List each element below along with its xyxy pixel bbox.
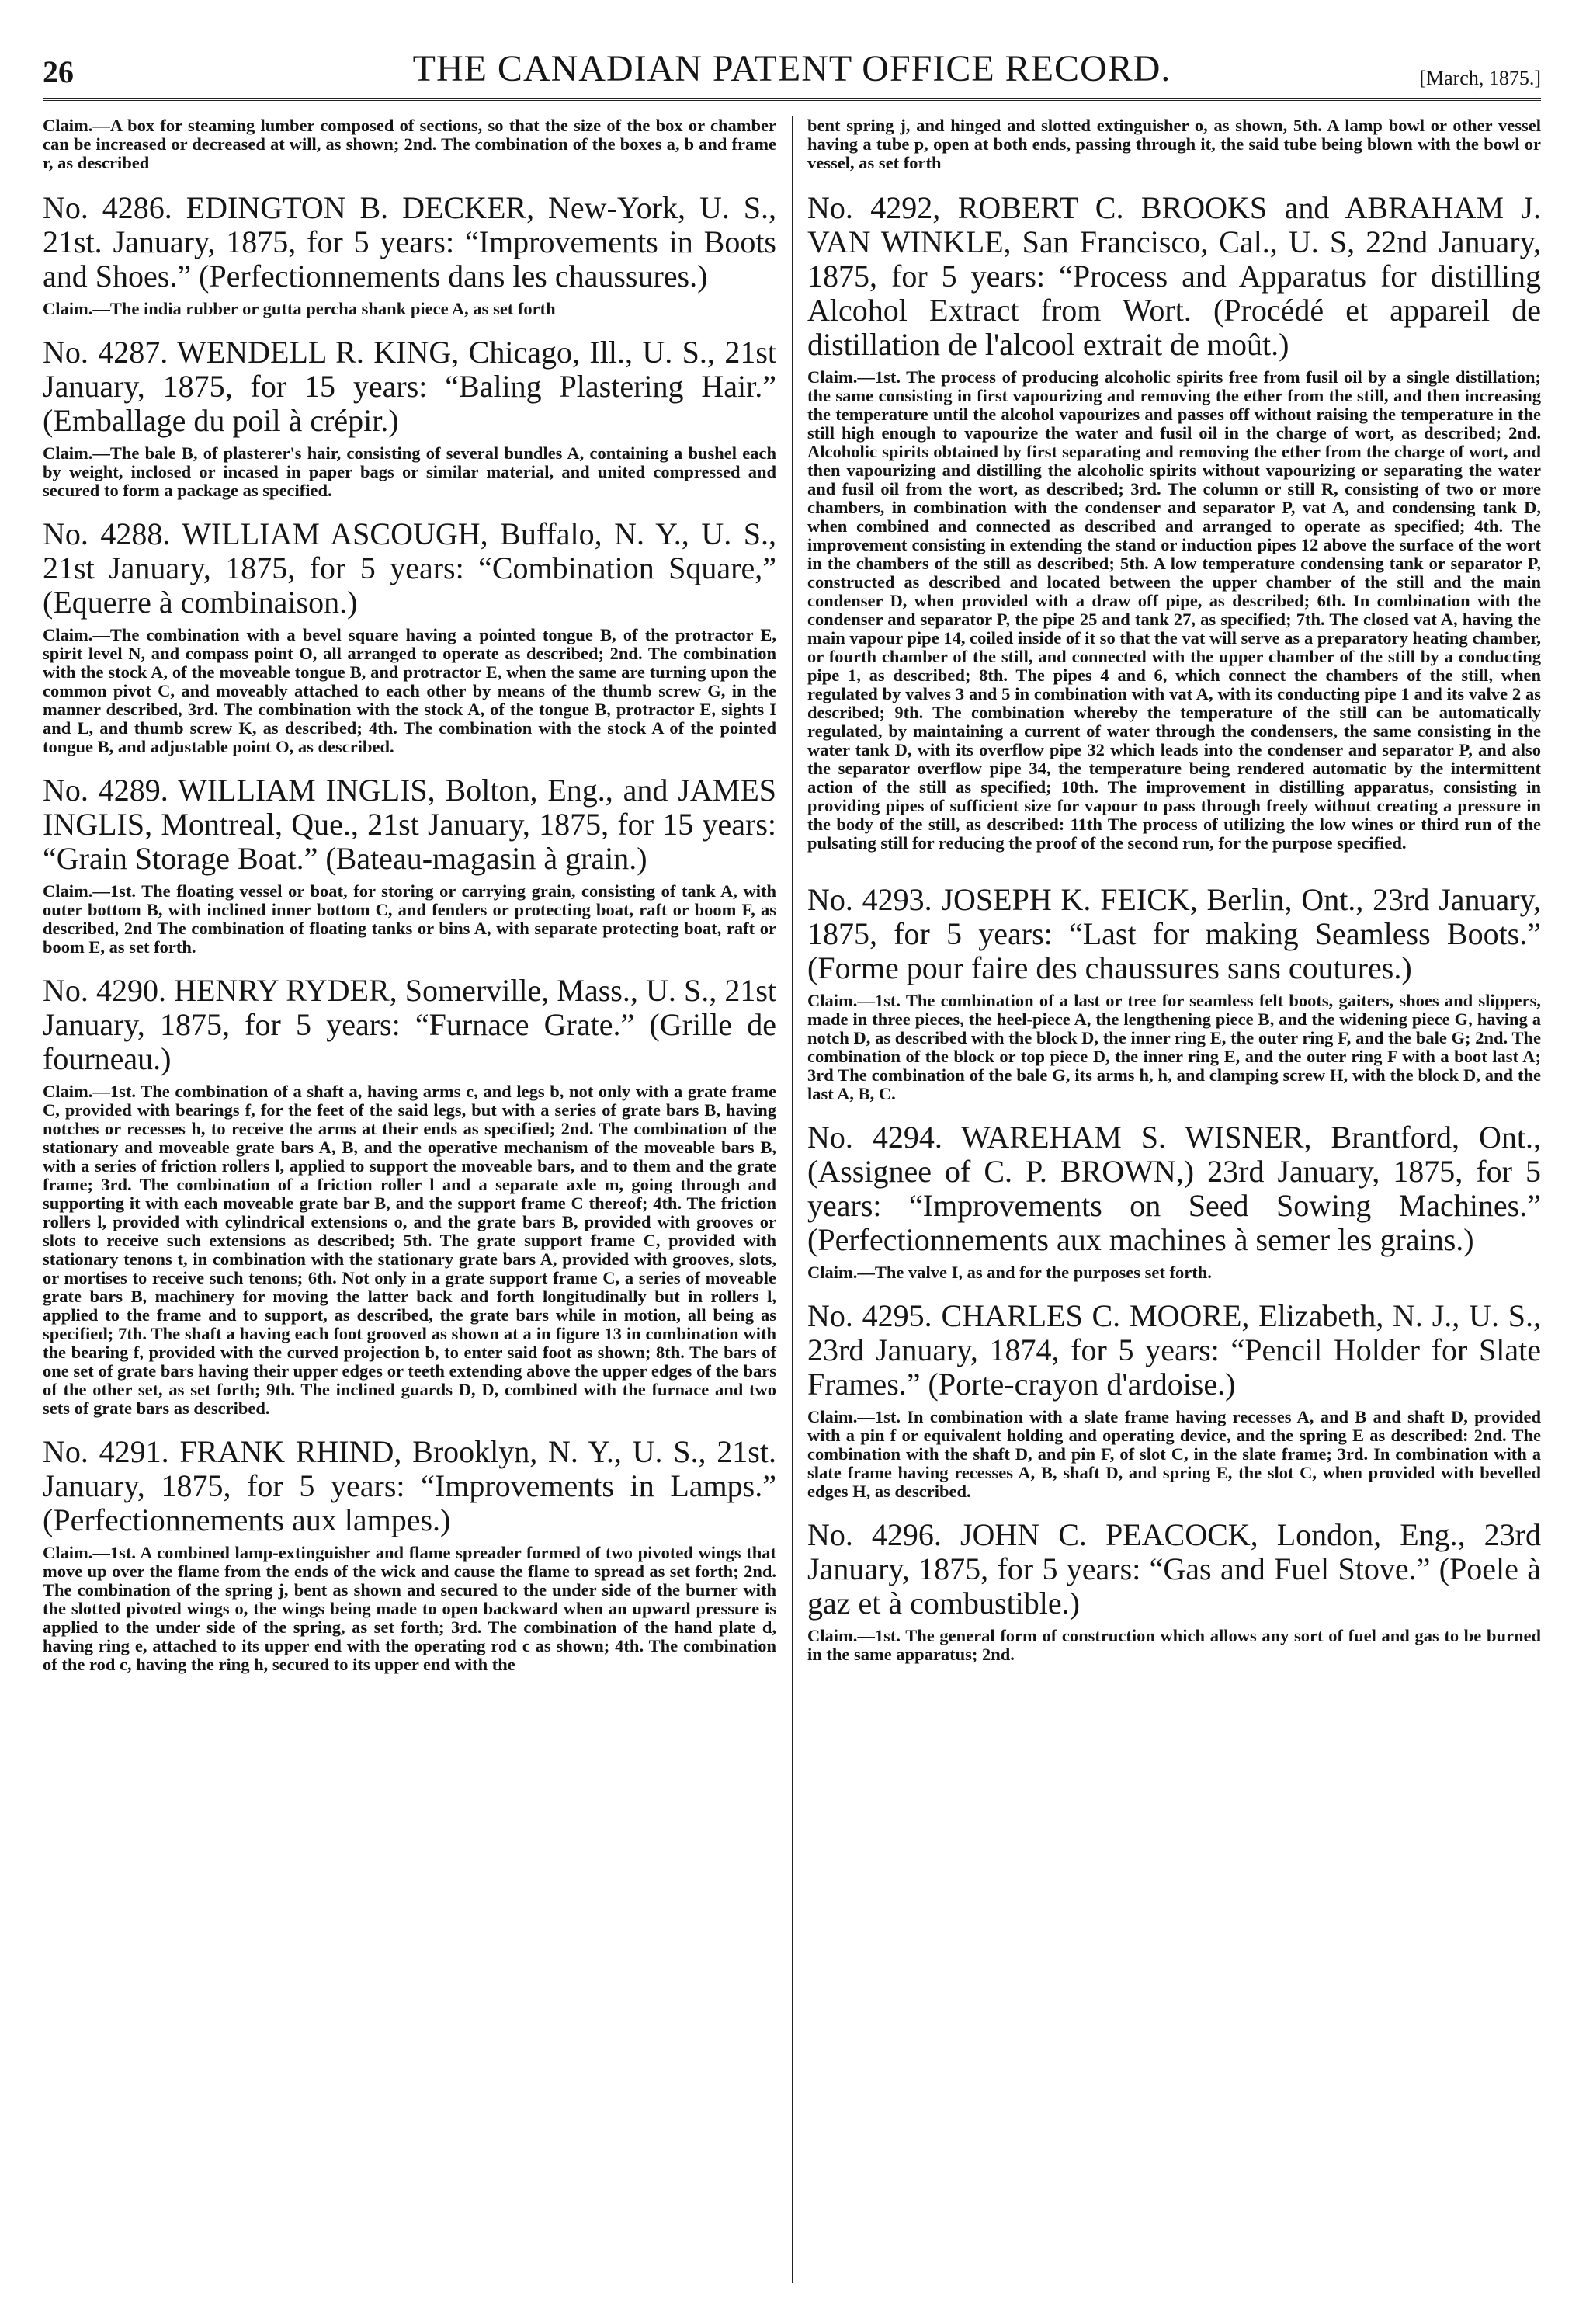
- patent-title: No. 4296. JOHN C. PEACOCK, London, Eng., 23rd January, 1875, for 5 years: “Gas and Fuel Stove.” (Poele à gaz et à combustible.): [807, 1517, 1541, 1621]
- journal-title: THE CANADIAN PATENT OFFICE RECORD.: [412, 48, 1171, 89]
- continued-claim: bent spring j, and hinged and slotted extinguisher o, as shown, 5th. A lamp bowl or other vessel having a tube p, open at both ends, passing through it, the said tube being blown with the bowl or vessel, as set forth: [807, 116, 1541, 172]
- patent-claim: Claim.—1st. In combination with a slate frame having recesses A, and B and shaft D, provided with a pin f or equivalent holding and operating device, and the spring E as described: 2nd. The combination with the shaft D, and pin F, of slot C, in the slate frame; 3rd. In combination with a slate frame having recesses A, B, shaft D, and spring E, the slot C, when provided with bevelled edges H, as described.: [807, 1407, 1541, 1501]
- page-number: 26: [43, 54, 74, 89]
- patent-title: No. 4287. WENDELL R. KING, Chicago, Ill., U. S., 21st January, 1875, for 15 years: “Baling Plastering Hair.” (Emballage du poil à crépir.): [43, 335, 776, 438]
- patent-entry: [43, 1435, 776, 1674]
- issue-date: [March, 1875.]: [1419, 67, 1541, 89]
- patent-entry: [43, 335, 776, 500]
- patent-entry: [43, 773, 776, 957]
- right-column: [807, 116, 1541, 1681]
- patent-claim: Claim.—1st. The process of producing alcoholic spirits free from fusil oil by a single distillation; the same consisting in first vapourizing and removing the ether from the still, and then increasing the temperature until the alcohol vapourizes and passes off without raising the temperature in the still high enough to vapourize the water and fusil oil in the charge of wort, as described; 2nd. Alcoholic spirits obtained by first separating and removing the ether from the charge of wort, and then vapourizing and distilling the alcoholic spirits without vapourizing or separating the water and fusil oil from the wort, as described; 3rd. The column or still R, consisting of two or more chambers, in combination with the condenser and separator P, vat A, and condensing tank D, when combined and connected as described and arranged to operate as specified; 4th. The improvement consisting in extending the stand or induction pipes 12 above the surface of the wort in the chambers of the still as described; 5th. A low temperature condensing tank or separator P, constructed as described and located between the upper chamber of the still and the main condenser D, when provided with a draw off pipe, as described; 6th. In combination with the condenser and separator P, the pipe 25 and tank 27, as specified; 7th. The closed vat A, having the main vapour pipe 14, coiled inside of it so that the vat will serve as a preparatory heating chamber, or fourth chamber of the still, and connected with the upper chamber of the still by a conducting pipe 1, as described; 8th. The pipes 4 and 6, which connect the chambers of the still, when regulated by valves 3 and 5 in combination with vat A, with its conducting pipe 1 and its valve 2 as described; 9th. The combination whereby the temperature of the still can be automatically regulated, by maintaining a current of water through the condensers, the same consisting in the water tank D, with its overflow pipe 32 which leads into the condenser and separator P, and also the separator overflow pipe 34, the temperature being rendered automatic by the intermittent action of the still as specified; 10th. The improvement in distilling apparatus, consisting in providing pipes of sufficient size for vapour to pass through freely without creating a pressure in the body of the still, as described: 11th The process of utilizing the low wines or third run of the pulsating still for reducing the proof of the second run, for the purpose specified.: [807, 367, 1541, 853]
- patent-entry: [43, 517, 776, 756]
- column-divider: [792, 116, 793, 2283]
- left-column: [43, 116, 776, 1691]
- patent-title: No. 4292, ROBERT C. BROOKS and ABRAHAM J. VAN WINKLE, San Francisco, Cal., U. S, 22nd January, 1875, for 5 years: “Process and Apparatus for distilling Alcohol Extract from Wort. (Procédé et appareil de distillation de l'alcool extrait de moût.): [807, 190, 1541, 362]
- patent-claim: Claim.—1st. The general form of construction which allows any sort of fuel and gas to be burned in the same apparatus; 2nd.: [807, 1626, 1541, 1664]
- patent-claim: Claim.—The valve I, as and for the purposes set forth.: [807, 1263, 1212, 1282]
- patent-title: No. 4288. WILLIAM ASCOUGH, Buffalo, N. Y., U. S., 21st January, 1875, for 5 years: “Combination Square,” (Equerre à combinaison.): [43, 516, 776, 620]
- patent-entry: [43, 974, 776, 1418]
- patent-claim: Claim.—1st. The combination of a last or tree for seamless felt boots, gaiters, shoes and slippers, made in three pieces, the heel-piece A, the lengthening piece B, and the widening piece G, having a notch D, as described with the block D, the inner ring E, the outer ring F, and the bale G; 2nd. The combination of the block or top piece D, the inner ring E, and the outer ring F with a boot last A; 3rd The combination of the bale G, its arms h, h, and clamping screw H, with the block D, and the last A, B, C.: [807, 991, 1541, 1103]
- patent-entry: [807, 1518, 1541, 1664]
- patent-claim: Claim.—1st. The floating vessel or boat, for storing or carrying grain, consisting of tank A, with outer bottom B, with inclined inner bottom C, and fenders or protecting boat, raft or boom F, as described, 2nd The combination of floating tanks or bins A, with separate protecting boat, raft or boom E, as set forth.: [43, 881, 776, 957]
- patent-claim: Claim.—1st. A combined lamp-extinguisher and flame spreader formed of two pivoted wings that move up over the flame from the ends of the wick and cause the flame to spread as set forth; 2nd. The combination of the spring j, bent as shown and secured to the under side of the burner with the slotted pivoted wings o, the wings being made to open backward when an upward pressure is applied to the under side of the spring, as set forth; 3rd. The combination of the hand plate d, having ring e, attached to its upper end with the operating rod c as shown; 4th. The combination of the rod c, having the ring h, secured to its upper end with the: [43, 1543, 776, 1674]
- patent-title: No. 4293. JOSEPH K. FEICK, Berlin, Ont., 23rd January, 1875, for 5 years: “Last for making Seamless Boots.” (Forme pour faire des chaussures sans coutures.): [807, 882, 1541, 985]
- patent-entry: [807, 1299, 1541, 1501]
- patent-title: No. 4294. WAREHAM S. WISNER, Brantford, Ont., (Assignee of C. P. BROWN,) 23rd January, 1875, for 5 years: “Improvements on Seed Sowing Machines.” (Perfectionnements aux machines à semer les grains.): [807, 1120, 1541, 1257]
- patent-entry: [807, 191, 1541, 853]
- patent-entry: [807, 883, 1541, 1103]
- patent-claim: Claim.—The combination with a bevel square having a pointed tongue B, of the protractor E, spirit level N, and compass point O, all arranged to operate as described; 2nd. The combination with the stock A, of the moveable tongue B, and protractor E, when the same are turning upon the common pivot C, and moveably attached to each other by means of the thumb screw G, in the manner described, 3rd. The combination with the stock A, of the tongue B, protractor E, sights I and L, and thumb screw K, as described; 4th. The combination with the stock A of the pointed tongue B, and adjustable point O, as described.: [43, 625, 776, 756]
- patent-entry: [43, 191, 776, 318]
- patent-title: No. 4290. HENRY RYDER, Somerville, Mass., U. S., 21st January, 1875, for 5 years: “Furnace Grate.” (Grille de fourneau.): [43, 973, 776, 1076]
- patent-entry: [807, 1120, 1541, 1282]
- patent-title: No. 4295. CHARLES C. MOORE, Elizabeth, N. J., U. S., 23rd January, 1874, for 5 years: “Pencil Holder for Slate Frames.” (Porte-crayon d'ardoise.): [807, 1298, 1541, 1402]
- page-header: [43, 39, 1541, 101]
- continued-claim: Claim.—A box for steaming lumber composed of sections, so that the size of the box or chamber can be increased or decreased at will, as shown; 2nd. The combination of the boxes a, b and frame r, as described: [43, 116, 776, 172]
- patent-claim: Claim.—1st. The combination of a shaft a, having arms c, and legs b, not only with a grate frame C, provided with bearings f, for the feet of the said legs, but with a series of grate bars B, having notches or recesses h, to receive the arms at their ends as specified; 2nd. The combination of the stationary and moveable grate bars A, B, and the operative mechanism of the moveable bars B, with a series of friction rollers l, applied to support the moveable bars, and to them and the grate frame; 3rd. The combination of a friction roller l and a separate axle m, going through and supporting it with each moveable grate bar B, and the support frame C thereof; 4th. The friction rollers l, provided with cylindrical extensions o, and the grate bars B, provided with grooves or slots to receive such extensions as described; 5th. The grate support frame C, provided with stationary tenons t, in combination with the stationary grate bars A, provided with grooves, slots, or mortises to receive such tenons; 6th. Not only in a grate support frame C, a series of moveable grate bars B, machinery for moving the latter back and forth longitudinally but in rollers l, applied to the frame and to support, as described, the grate bars while in motion, all being as specified; 7th. The shaft a having each foot grooved as shown at a in figure 13 in combination with the bearing f, provided with the curved projection b, to enter said foot as shown; 8th. The bars of one set of grate bars having their upper edges or teeth extending above the upper edges of the bars of the other set, as set forth; 9th. The inclined guards D, D, combined with the furnace and two sets of grate bars as described.: [43, 1082, 776, 1418]
- patent-claim: Claim.—The india rubber or gutta percha shank piece A, as set forth: [43, 299, 556, 318]
- patent-title: No. 4286. EDINGTON B. DECKER, New-York, U. S., 21st. January, 1875, for 5 years: “Improvements in Boots and Shoes.” (Perfectionnements dans les chaussures.): [43, 190, 776, 294]
- patent-claim: Claim.—The bale B, of plasterer's hair, consisting of several bundles A, containing a bushel each by weight, inclosed or incased in paper bags or similar material, and united compressed and secured to form a package as specified.: [43, 443, 776, 500]
- page: [43, 39, 1541, 2291]
- patent-title: No. 4289. WILLIAM INGLIS, Bolton, Eng., and JAMES INGLIS, Montreal, Que., 21st January, 1875, for 15 years: “Grain Storage Boat.” (Bateau-magasin à grain.): [43, 773, 776, 876]
- patent-title: No. 4291. FRANK RHIND, Brooklyn, N. Y., U. S., 21st. January, 1875, for 5 years: “Improvements in Lamps.” (Perfectionnements aux lampes.): [43, 1434, 776, 1537]
